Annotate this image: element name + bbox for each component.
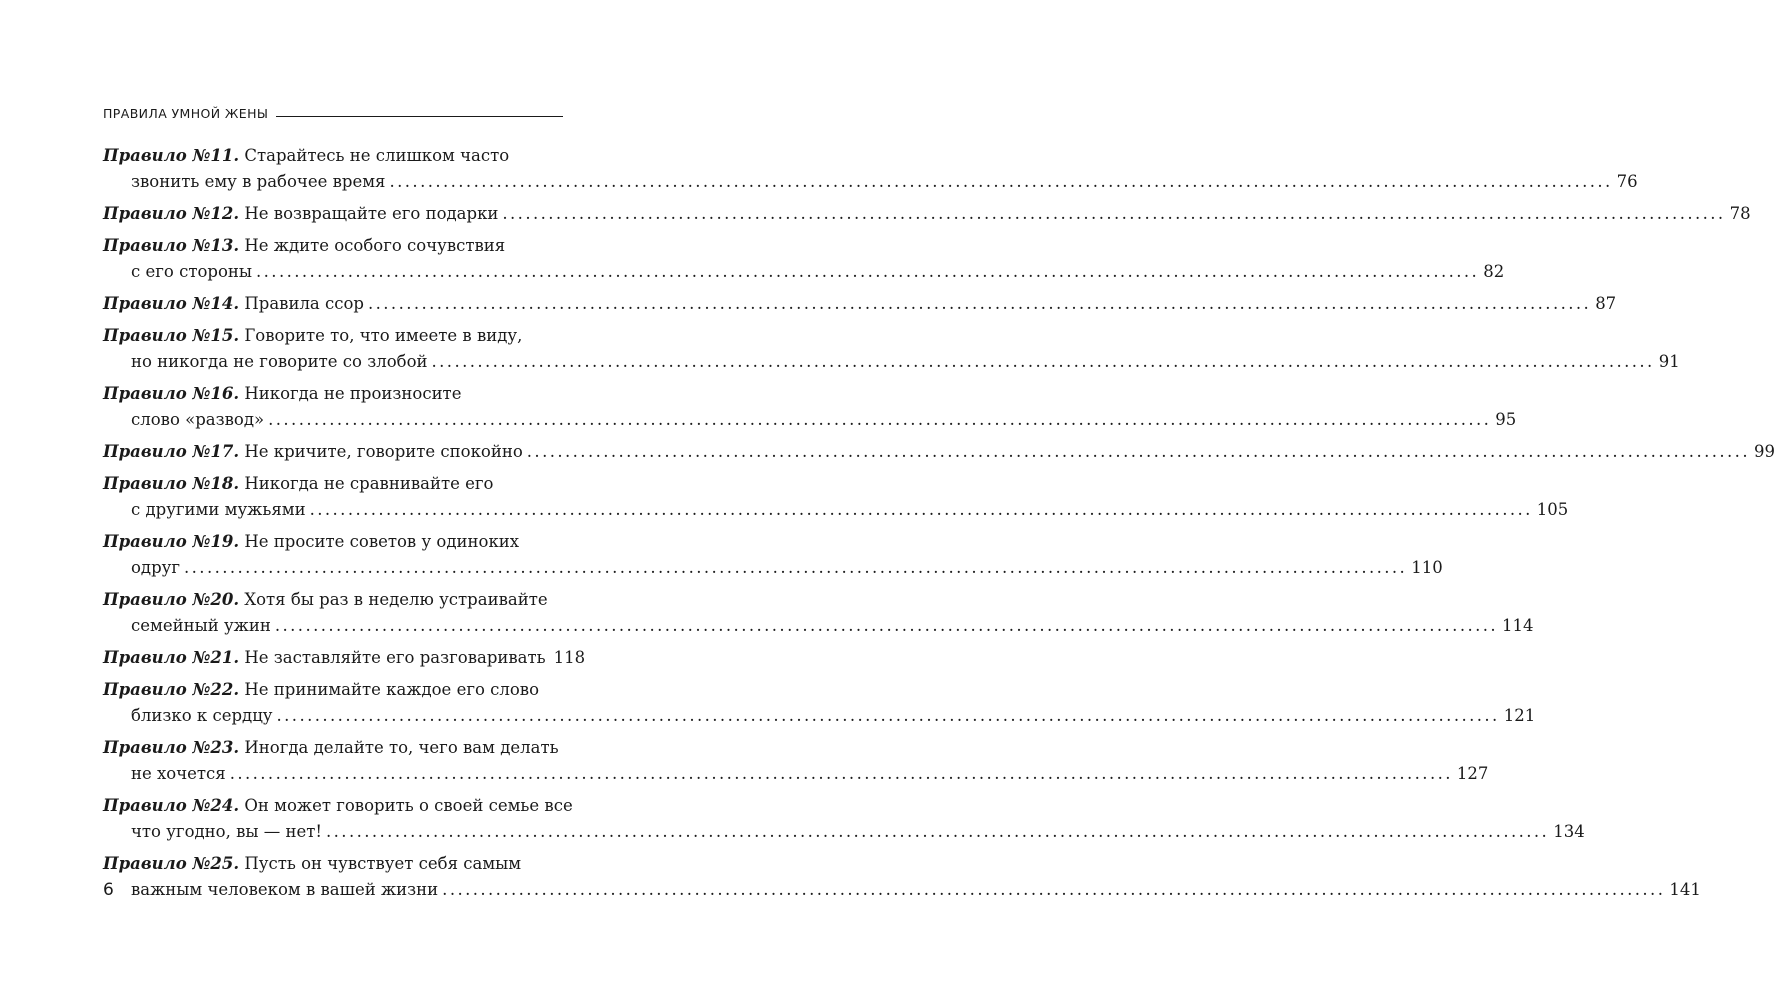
toc-line bbox=[103, 587, 565, 613]
toc-page-number: 105 bbox=[1536, 500, 1569, 519]
toc-entry bbox=[103, 323, 1680, 375]
rule-label: Правило №17. bbox=[103, 442, 240, 461]
toc-page-number: 110 bbox=[1411, 558, 1443, 577]
toc-entry bbox=[103, 529, 1443, 581]
toc-line-text bbox=[103, 645, 546, 671]
rule-label: Правило №24. bbox=[103, 796, 240, 815]
rule-title: Он может говорить о своей семье все bbox=[244, 796, 573, 815]
running-head bbox=[103, 103, 563, 121]
rule-label: Правило №14. bbox=[103, 294, 240, 313]
toc-entry bbox=[103, 793, 1585, 845]
dot-leader: ................................................................................................................................................................ bbox=[526, 442, 1750, 461]
toc-line bbox=[103, 555, 1443, 581]
rule-label: Правило №19. bbox=[103, 532, 240, 551]
toc-line-text bbox=[103, 236, 505, 255]
toc-page-number: 78 bbox=[1729, 204, 1751, 223]
toc-page-number: 82 bbox=[1483, 262, 1505, 281]
rule-title: Не заставляйте его разговаривать bbox=[244, 648, 546, 667]
toc-entry bbox=[103, 645, 586, 671]
toc-line bbox=[103, 439, 1775, 465]
dot-leader: ................................................................................................................................................................ bbox=[184, 558, 1408, 577]
toc-line-text bbox=[131, 819, 322, 845]
toc-line bbox=[103, 233, 565, 259]
page-number: 6 bbox=[103, 880, 114, 900]
toc-entry bbox=[103, 677, 1536, 729]
toc-entry bbox=[103, 291, 1617, 317]
toc-entry bbox=[103, 439, 1775, 465]
toc-line bbox=[103, 677, 565, 703]
dot-leader: ................................................................................................................................................................ bbox=[502, 204, 1726, 223]
rule-label: Правило №15. bbox=[103, 326, 240, 345]
dot-leader: ................................................................................................................................................................ bbox=[431, 352, 1655, 371]
rule-title: Правила ссор bbox=[244, 294, 364, 313]
toc-line bbox=[103, 259, 1505, 285]
dot-leader: ................................................................................................................................................................ bbox=[326, 822, 1550, 841]
dot-leader: ................................................................................................................................................................ bbox=[276, 706, 1500, 725]
toc-line-text bbox=[131, 703, 273, 729]
dot-leader: ................................................................................................................................................................ bbox=[274, 616, 1499, 635]
toc-page-number: 121 bbox=[1503, 706, 1536, 725]
toc-page-number: 95 bbox=[1495, 410, 1517, 429]
toc-line-text bbox=[131, 407, 264, 433]
toc-line-text bbox=[103, 326, 522, 345]
dot-leader: ................................................................................................................................................................ bbox=[268, 410, 1492, 429]
toc-line bbox=[103, 407, 1517, 433]
toc-line bbox=[103, 349, 1680, 375]
toc-page-number: 76 bbox=[1616, 172, 1638, 191]
toc-line-text bbox=[103, 439, 523, 465]
toc-line-text bbox=[103, 474, 493, 493]
toc-line bbox=[103, 735, 565, 761]
toc-line-text bbox=[131, 761, 226, 787]
rule-title: семейный ужин bbox=[131, 616, 271, 635]
rule-title: Никогда не произносите bbox=[244, 384, 462, 403]
toc-entry bbox=[103, 851, 1701, 903]
rule-label: Правило №13. bbox=[103, 236, 240, 255]
toc-entry bbox=[103, 735, 1489, 787]
toc-line-text bbox=[103, 854, 521, 873]
toc-line bbox=[103, 529, 565, 555]
toc-line bbox=[103, 381, 565, 407]
rule-title: Говорите то, что имеете в виду, bbox=[244, 326, 523, 345]
toc-line-text bbox=[131, 613, 271, 639]
rule-title: не хочется bbox=[131, 764, 226, 783]
toc-line bbox=[103, 761, 1489, 787]
rule-label: Правило №16. bbox=[103, 384, 240, 403]
rule-title: с другими мужьями bbox=[131, 500, 306, 519]
running-head-rule bbox=[276, 116, 563, 117]
rule-label: Правило №12. bbox=[103, 204, 240, 223]
toc-line-text bbox=[103, 146, 509, 165]
dot-leader: ................................................................................................................................................................ bbox=[256, 262, 1480, 281]
rule-label: Правило №23. bbox=[103, 738, 240, 757]
toc-entry bbox=[103, 381, 1517, 433]
rule-title: но никогда не говорите со злобой bbox=[131, 352, 428, 371]
rule-title: Пусть он чувствует себя самым bbox=[244, 854, 522, 873]
toc-line bbox=[103, 703, 1536, 729]
toc-line-text bbox=[103, 532, 519, 551]
toc-line-text bbox=[103, 738, 559, 757]
toc-page-number: 114 bbox=[1502, 616, 1534, 635]
rule-title: Не ждите особого сочувствия bbox=[244, 236, 506, 255]
toc-line bbox=[103, 497, 1569, 523]
rule-label: Правило №21. bbox=[103, 648, 240, 667]
rule-title: близко к сердцу bbox=[131, 706, 273, 725]
rule-title: важным человеком в вашей жизни bbox=[131, 880, 439, 899]
toc-page-number: 99 bbox=[1753, 442, 1775, 461]
toc-page-number: 87 bbox=[1595, 294, 1617, 313]
toc-line-text bbox=[103, 680, 539, 699]
toc-page-number: 134 bbox=[1553, 822, 1585, 841]
rule-title: Не кричите, говорите спокойно bbox=[244, 442, 523, 461]
toc-line bbox=[103, 613, 1534, 639]
rule-title: звонить ему в рабочее время bbox=[131, 172, 386, 191]
dot-leader: ................................................................................................................................................................ bbox=[309, 500, 1533, 519]
toc-line-text bbox=[103, 384, 461, 403]
dot-leader: ................................................................................................................................................................ bbox=[368, 294, 1592, 313]
toc-line-text bbox=[103, 291, 364, 317]
toc-line-text bbox=[131, 497, 306, 523]
toc-line-text bbox=[103, 796, 573, 815]
dot-leader: ................................................................................................................................................................ bbox=[389, 172, 1613, 191]
toc-page-number: 127 bbox=[1456, 764, 1489, 783]
running-head-title: ПРАВИЛА УМНОЙ ЖЕНЫ bbox=[103, 105, 269, 121]
toc-line bbox=[103, 169, 1638, 195]
rule-title: Никогда не сравнивайте его bbox=[244, 474, 494, 493]
rule-title: Хотя бы раз в неделю устраивайте bbox=[244, 590, 548, 609]
dot-leader: ................................................................................................................................................................ bbox=[442, 880, 1666, 899]
rule-title: что угодно, вы — нет! bbox=[131, 822, 323, 841]
toc-line bbox=[103, 323, 565, 349]
toc-entry bbox=[103, 201, 1751, 227]
toc-line bbox=[103, 291, 1617, 317]
rule-title: с его стороны bbox=[131, 262, 253, 281]
toc-line-text bbox=[131, 169, 385, 195]
rule-label: Правило №11. bbox=[103, 146, 240, 165]
toc-line-text bbox=[103, 201, 498, 227]
toc-line-text bbox=[131, 555, 180, 581]
toc-line bbox=[103, 877, 1701, 903]
rule-title: одруг bbox=[131, 558, 181, 577]
rule-title: Не возвращайте его подарки bbox=[244, 204, 499, 223]
toc-line bbox=[103, 143, 565, 169]
toc-entry bbox=[103, 233, 1505, 285]
toc-line bbox=[103, 819, 1585, 845]
rule-label: Правило №18. bbox=[103, 474, 240, 493]
rule-title: слово «развод» bbox=[131, 410, 265, 429]
toc-line bbox=[103, 645, 586, 671]
toc-line-text bbox=[131, 349, 428, 375]
toc-line bbox=[103, 471, 565, 497]
toc-page-number: 118 bbox=[553, 648, 586, 667]
rule-title: Иногда делайте то, чего вам делать bbox=[244, 738, 559, 757]
rule-title: Не принимайте каждое его слово bbox=[244, 680, 540, 699]
toc-line bbox=[103, 851, 565, 877]
rule-label: Правило №25. bbox=[103, 854, 240, 873]
toc-line bbox=[103, 201, 1751, 227]
rule-title: Не просите советов у одиноких bbox=[244, 532, 520, 551]
toc-entry bbox=[103, 143, 1638, 195]
toc-line bbox=[103, 793, 573, 819]
rule-title: Старайтесь не слишком часто bbox=[244, 146, 510, 165]
table-of-contents bbox=[103, 143, 1775, 909]
toc-page-number: 141 bbox=[1669, 880, 1701, 899]
toc-line-text bbox=[103, 590, 548, 609]
toc-line-text bbox=[131, 877, 438, 903]
toc-entry bbox=[103, 587, 1534, 639]
rule-label: Правило №22. bbox=[103, 680, 240, 699]
rule-label: Правило №20. bbox=[103, 590, 240, 609]
toc-entry bbox=[103, 471, 1569, 523]
dot-leader: ................................................................................................................................................................ bbox=[229, 764, 1453, 783]
toc-page-number: 91 bbox=[1658, 352, 1680, 371]
toc-line-text bbox=[131, 259, 252, 285]
